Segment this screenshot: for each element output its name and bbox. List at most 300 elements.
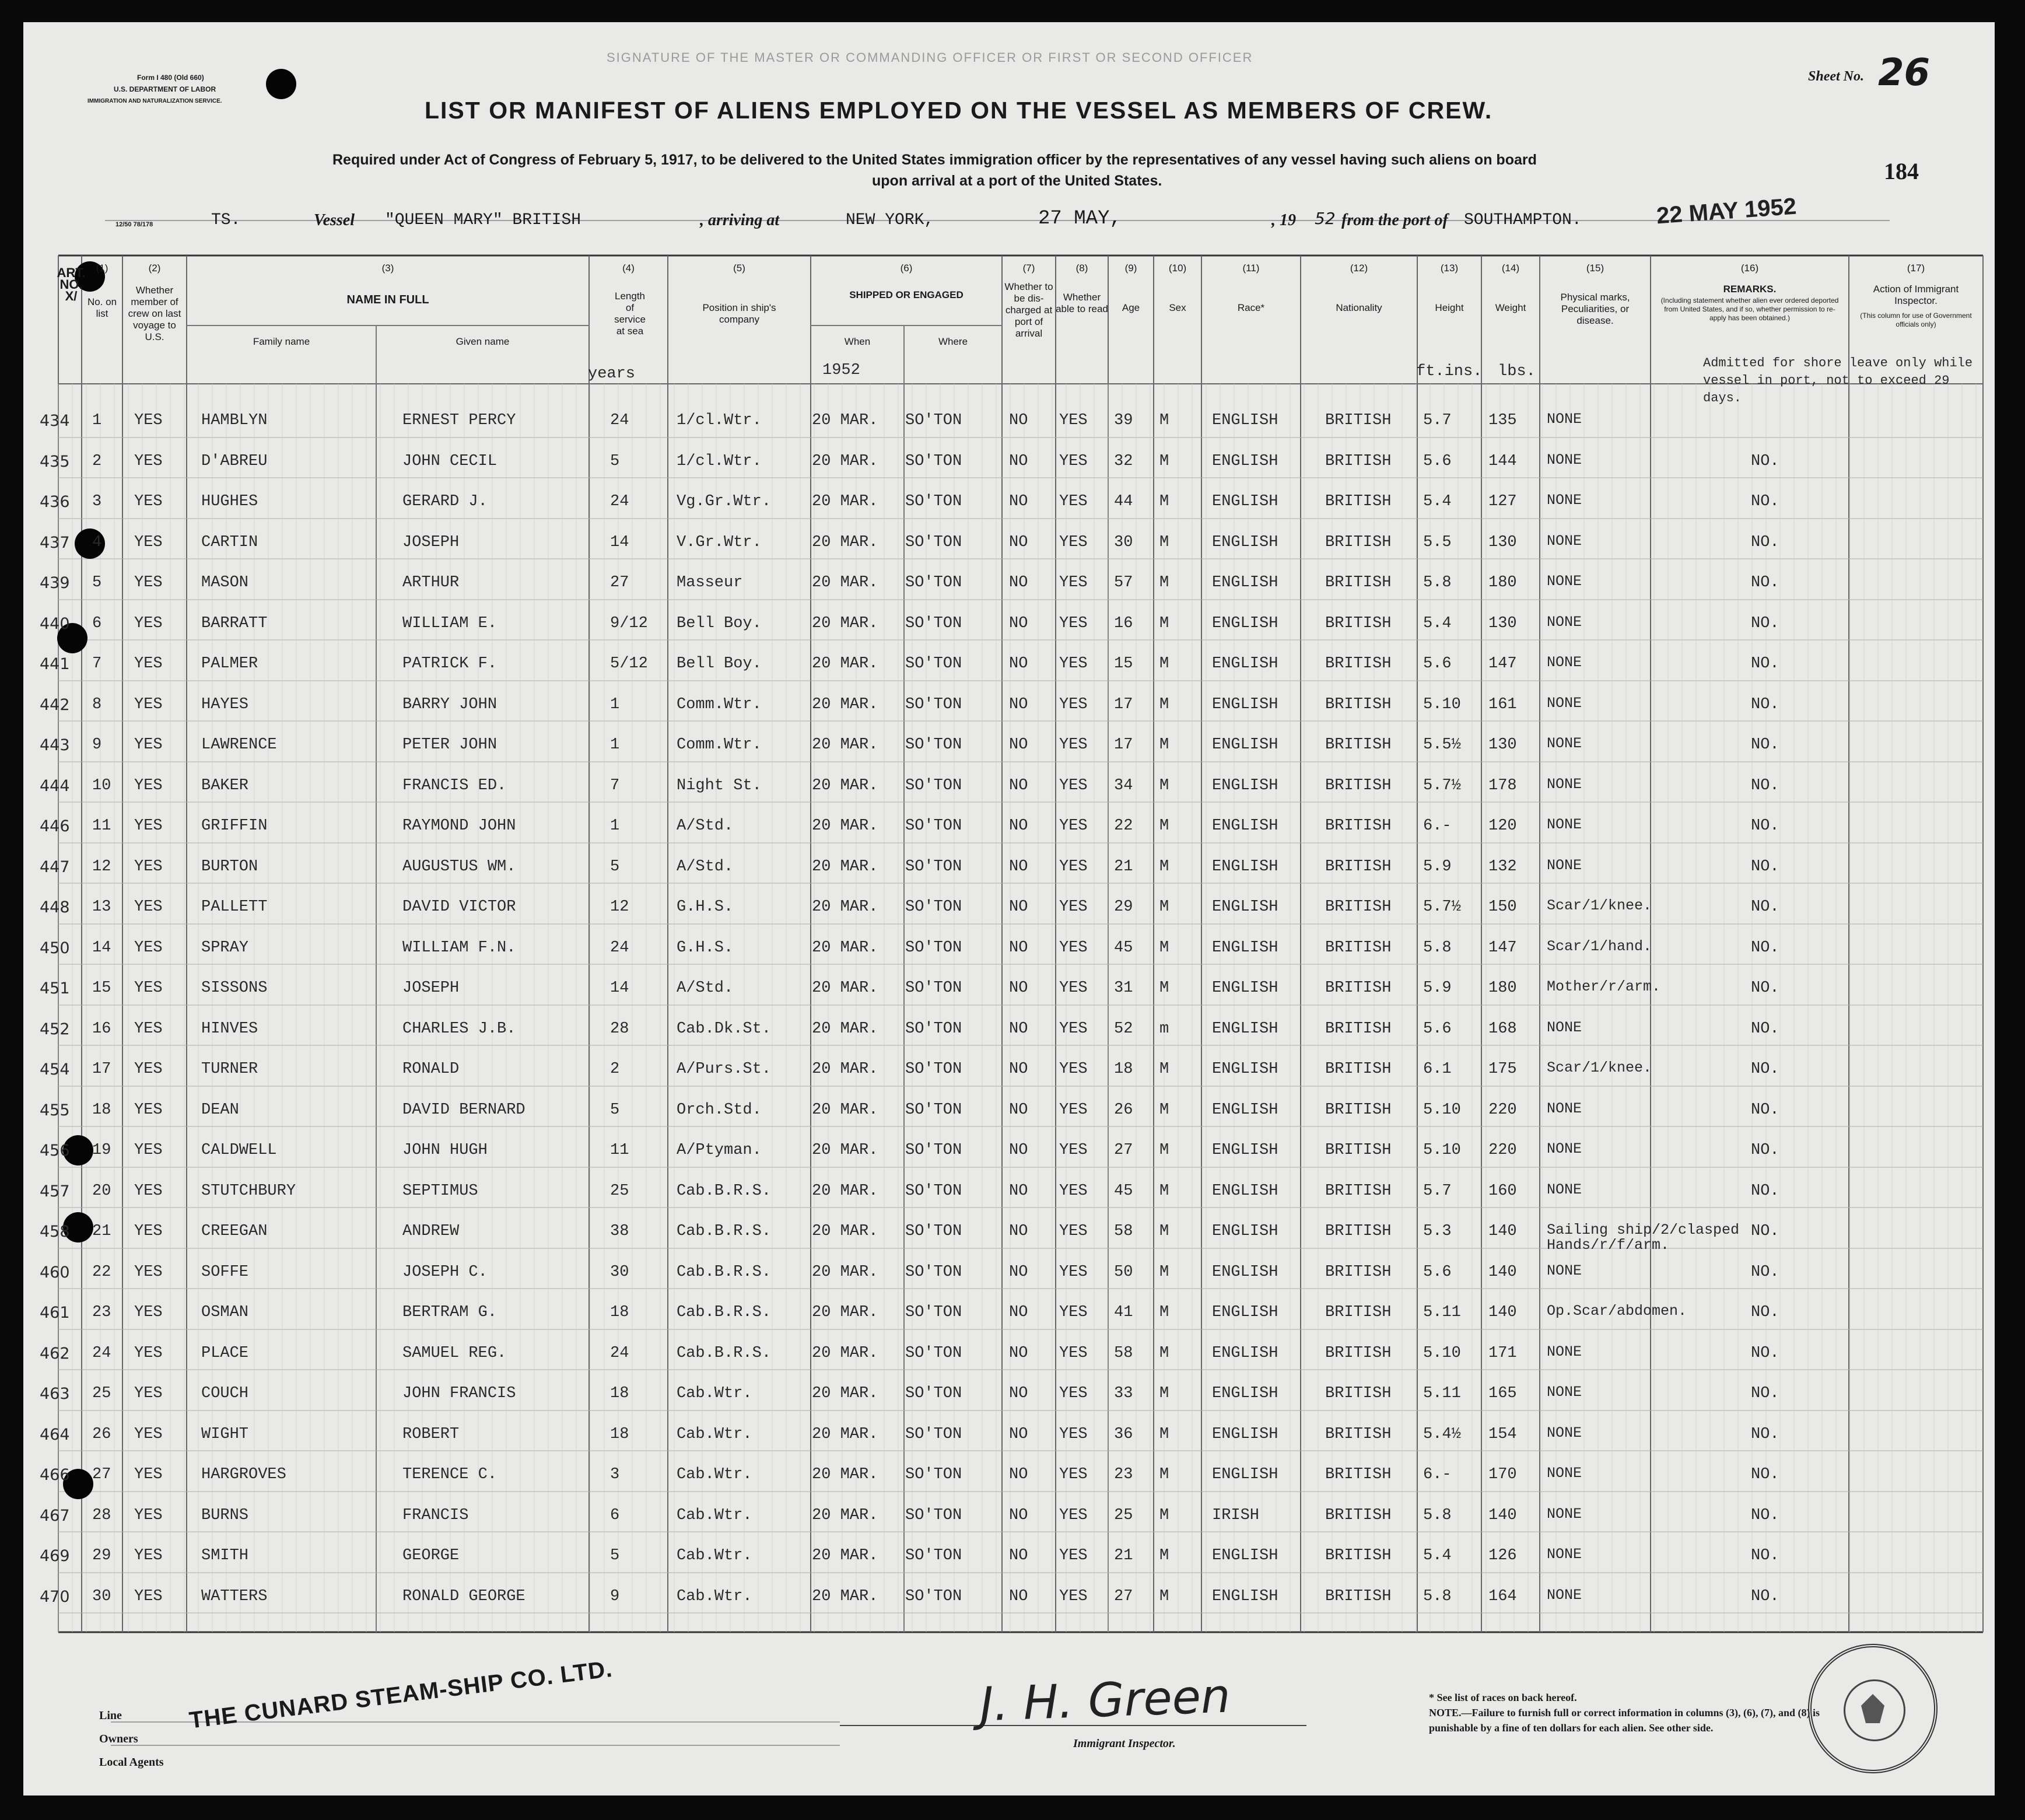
row-height: 5.7 [1423,412,1452,429]
row-remarks: NO. [1751,1507,1779,1524]
row-height: 6.- [1423,817,1452,835]
row-sex: M [1159,1142,1169,1159]
row-family-name: HUGHES [201,493,258,510]
row-discharged: NO [1009,1345,1028,1362]
header-when: When [844,336,871,347]
row-given-name: SAMUEL REG. [402,1345,507,1362]
row-sex: M [1159,898,1169,916]
row-family-name: CREEGAN [201,1223,268,1240]
row-family-name: PALMER [201,655,258,673]
row-age: 58 [1114,1223,1133,1240]
row-age: 58 [1114,1345,1133,1362]
row-family-name: CARTIN [201,534,258,551]
row-height: 5.4½ [1423,1426,1461,1443]
row-able-to-read: YES [1059,817,1088,835]
row-remarks: NO. [1751,493,1779,510]
row-service-length: 24 [610,939,629,957]
header-weight: Weight [1495,302,1526,313]
row-shipped-where: SO'TON [905,1060,962,1078]
header-col2-num: (2) [148,262,161,274]
row-art-no: 461 [40,1304,70,1322]
row-weight: 180 [1488,574,1517,592]
row-weight: 175 [1488,1060,1517,1078]
header-inspector-note: (This column for use of Government officials only) [1860,312,1972,328]
row-prev-voyage: YES [134,1020,163,1038]
row-shipped-when: 20 MAR. [812,615,878,632]
row-nationality: BRITISH [1325,696,1392,713]
row-nationality: BRITISH [1325,1142,1392,1159]
row-race: ENGLISH [1212,615,1278,632]
row-weight: 178 [1488,777,1517,794]
row-list-no: 15 [92,979,111,997]
row-race: ENGLISH [1212,1547,1278,1564]
row-height: 5.8 [1423,1507,1452,1524]
vessel-label: Vessel [314,211,355,229]
header-col5-num: (5) [733,262,745,274]
row-weight: 168 [1488,1020,1517,1038]
row-remarks: NO. [1751,777,1779,794]
row-shipped-where: SO'TON [905,1264,962,1281]
row-family-name: BARRATT [201,615,268,632]
header-remarks: REMARKS. [1723,284,1777,295]
row-list-no: 27 [92,1466,111,1483]
year-value: 52 [1315,209,1336,228]
header-col5: Position in ship's company [702,302,776,325]
row-able-to-read: YES [1059,1264,1088,1281]
row-able-to-read: YES [1059,412,1088,429]
row-art-no: 466 [40,1466,70,1484]
arrival-date: 27 MAY, [1038,208,1122,230]
row-family-name: SISSONS [201,979,268,997]
row-art-no: 469 [40,1547,70,1565]
row-position: Cab.B.R.S. [677,1345,772,1362]
row-discharged: NO [1009,939,1028,957]
header-col11-num: (11) [1242,262,1260,274]
row-physical-marks: Mother/r/arm. [1547,978,1661,995]
faint-reverse-text: SIGNATURE OF THE MASTER OR COMMANDING OFFICER OR FIRST OR SECOND OFFICER [607,50,1253,65]
row-given-name: PETER JOHN [402,736,498,754]
row-shipped-where: SO'TON [905,1547,962,1564]
inspector-signature: J. H. Green [979,1668,1231,1732]
row-service-length: 11 [610,1142,629,1159]
row-age: 57 [1114,574,1133,592]
row-position: Comm.Wtr. [677,696,762,713]
row-physical-marks: Scar/1/knee. [1547,897,1652,914]
row-able-to-read: YES [1059,574,1088,592]
header-art-no: ART. NO. X/ [57,265,86,303]
row-nationality: BRITISH [1325,1426,1392,1443]
row-able-to-read: YES [1059,1060,1088,1078]
row-family-name: LAWRENCE [201,736,277,754]
row-position: A/Ptyman. [677,1142,762,1159]
row-age: 41 [1114,1304,1133,1321]
row-given-name: SEPTIMUS [402,1182,478,1200]
row-race: ENGLISH [1212,858,1278,876]
row-service-length: 5 [610,858,620,876]
remark-shore-leave: Admitted for shore leave only while vessel in port, not to exceed 29 days. [1703,356,1973,405]
row-age: 45 [1114,1182,1133,1200]
row-physical-marks: NONE [1547,1262,1582,1279]
row-nationality: BRITISH [1325,1304,1392,1321]
header-col8: Whether able to read [1056,292,1108,314]
row-discharged: NO [1009,1182,1028,1200]
row-shipped-when: 20 MAR. [812,412,878,429]
row-sex: M [1159,1547,1169,1564]
unit-lbs: lbs. [1498,363,1536,380]
row-family-name: BAKER [201,777,249,794]
row-able-to-read: YES [1059,615,1088,632]
row-list-no: 26 [92,1426,111,1443]
header-col9-num: (9) [1124,262,1137,274]
row-given-name: WILLIAM F.N. [402,939,516,957]
row-height: 5.8 [1423,1588,1452,1605]
row-weight: 140 [1488,1507,1517,1524]
row-list-no: 28 [92,1507,111,1524]
row-able-to-read: YES [1059,1223,1088,1240]
row-physical-marks: NONE [1547,1140,1582,1157]
row-age: 21 [1114,858,1133,876]
row-prev-voyage: YES [134,574,163,592]
row-height: 5.4 [1423,493,1452,510]
row-remarks: NO. [1751,696,1779,713]
row-given-name: DAVID BERNARD [402,1101,525,1119]
header-col8-num: (8) [1075,262,1088,274]
row-shipped-where: SO'TON [905,574,962,592]
vessel-value: "QUEEN MARY" BRITISH [385,211,581,229]
sheet-label: Sheet No. [1808,69,1864,84]
row-remarks: NO. [1751,1345,1779,1362]
row-art-no: 463 [40,1385,70,1403]
row-prev-voyage: YES [134,615,163,632]
row-able-to-read: YES [1059,696,1088,713]
row-service-length: 18 [610,1304,629,1321]
year-prefix: , 19 [1271,211,1296,229]
row-position: Cab.Wtr. [677,1507,752,1524]
row-shipped-when: 20 MAR. [812,979,878,997]
header-col2: Whether member of crew on last voyage to U.S. [128,285,181,342]
row-discharged: NO [1009,574,1028,592]
row-age: 15 [1114,655,1133,673]
row-sex: M [1159,615,1169,632]
row-family-name: DEAN [201,1101,239,1119]
row-service-length: 38 [610,1223,629,1240]
row-position: A/Std. [677,979,734,997]
row-race: ENGLISH [1212,1223,1278,1240]
row-position: G.H.S. [677,898,734,916]
row-prev-voyage: YES [134,1264,163,1281]
row-art-no: 464 [40,1426,70,1444]
row-able-to-read: YES [1059,1466,1088,1483]
row-race: ENGLISH [1212,1345,1278,1362]
row-physical-marks: NONE [1547,857,1582,874]
row-art-no: 462 [40,1345,70,1363]
row-able-to-read: YES [1059,1507,1088,1524]
row-shipped-when: 20 MAR. [812,858,878,876]
row-given-name: AUGUSTUS WM. [402,858,516,876]
row-remarks: NO. [1751,1223,1779,1240]
row-discharged: NO [1009,736,1028,754]
row-sex: M [1159,1223,1169,1240]
row-height: 6.1 [1423,1060,1452,1078]
print-code: 12/50 78/178 [115,221,153,228]
row-physical-marks: NONE [1547,1546,1582,1563]
row-prev-voyage: YES [134,939,163,957]
row-nationality: BRITISH [1325,493,1392,510]
row-position: A/Purs.St. [677,1060,772,1078]
row-shipped-when: 20 MAR. [812,1345,878,1362]
row-position: 1/cl.Wtr. [677,412,762,429]
row-prev-voyage: YES [134,1385,163,1402]
row-position: A/Std. [677,858,734,876]
row-able-to-read: YES [1059,736,1088,754]
row-race: ENGLISH [1212,534,1278,551]
row-shipped-when: 20 MAR. [812,534,878,551]
row-position: Bell Boy. [677,655,762,673]
row-nationality: BRITISH [1325,1020,1392,1038]
row-height: 5.10 [1423,1345,1461,1362]
row-shipped-when: 20 MAR. [812,574,878,592]
row-height: 5.7 [1423,1182,1452,1200]
row-discharged: NO [1009,979,1028,997]
company-stamp: THE CUNARD STEAM-SHIP CO. LTD. [188,1656,614,1734]
header-col14-num: (14) [1501,262,1520,274]
row-weight: 220 [1488,1142,1517,1159]
row-family-name: SOFFE [201,1264,249,1281]
row-prev-voyage: YES [134,817,163,835]
row-age: 29 [1114,898,1133,916]
arriving-label: , arriving at [700,211,780,229]
row-nationality: BRITISH [1325,1264,1392,1281]
row-discharged: NO [1009,1547,1028,1564]
row-position: Vg.Gr.Wtr. [677,493,772,510]
row-position: V.Gr.Wtr. [677,534,762,551]
row-remarks: NO. [1751,1426,1779,1443]
row-discharged: NO [1009,534,1028,551]
row-physical-marks: NONE [1547,776,1582,793]
row-weight: 154 [1488,1426,1517,1443]
row-family-name: SPRAY [201,939,249,957]
row-family-name: WIGHT [201,1426,249,1443]
row-nationality: BRITISH [1325,777,1392,794]
row-race: ENGLISH [1212,1588,1278,1605]
row-physical-marks: NONE [1547,654,1582,671]
row-list-no: 6 [92,615,102,632]
row-service-length: 3 [610,1466,620,1483]
row-age: 17 [1114,696,1133,713]
row-height: 6.- [1423,1466,1452,1483]
row-physical-marks: Scar/1/hand. [1547,938,1652,955]
row-race: IRISH [1212,1507,1260,1524]
port-value: SOUTHAMPTON. [1464,211,1582,229]
row-age: 33 [1114,1385,1133,1402]
header-col10-num: (10) [1168,262,1187,274]
row-age: 50 [1114,1264,1133,1281]
row-height: 5.6 [1423,655,1452,673]
row-discharged: NO [1009,898,1028,916]
row-weight: 126 [1488,1547,1517,1564]
row-list-no: 8 [92,696,102,713]
row-family-name: STUTCHBURY [201,1182,296,1200]
header-inspector-action: Action of Immigrant Inspector. [1873,284,1959,306]
header-col7-num: (7) [1022,262,1035,274]
row-height: 5.10 [1423,1142,1461,1159]
row-age: 39 [1114,412,1133,429]
row-physical-marks: NONE [1547,735,1582,752]
row-position: Cab.B.R.S. [677,1182,772,1200]
row-physical-marks: NONE [1547,533,1582,550]
header-height: Height [1435,302,1464,313]
row-given-name: ROBERT [402,1426,460,1443]
row-shipped-where: SO'TON [905,1466,962,1483]
row-art-no: 451 [40,979,70,998]
row-sex: M [1159,817,1169,835]
row-physical-marks: Sailing ship/2/clasped Hands/r/f/arm. [1547,1222,1740,1254]
row-list-no: 22 [92,1264,111,1281]
header-nationality: Nationality [1336,302,1382,313]
row-service-length: 6 [610,1507,620,1524]
row-shipped-where: SO'TON [905,1223,962,1240]
owners-label: Owners [99,1732,138,1745]
row-prev-voyage: YES [134,1547,163,1564]
row-remarks: NO. [1751,817,1779,835]
row-race: ENGLISH [1212,979,1278,997]
row-height: 5.10 [1423,1101,1461,1119]
row-given-name: JOHN CECIL [402,453,498,470]
row-given-name: ERNEST PERCY [402,412,516,429]
row-service-length: 24 [610,1345,629,1362]
row-remarks: NO. [1751,534,1779,551]
fine-note-1: NOTE.—Failure to furnish full or correct information in columns (3), (6), (7), and (8) is [1429,1707,1820,1718]
row-weight: 160 [1488,1182,1517,1200]
row-race: ENGLISH [1212,1304,1278,1321]
row-physical-marks: Scar/1/knee. [1547,1059,1652,1076]
row-able-to-read: YES [1059,1182,1088,1200]
manifest-sheet [23,22,1995,1796]
row-given-name: RONALD GEORGE [402,1588,525,1605]
header-col1: No. on list [87,296,117,319]
row-physical-marks: NONE [1547,1384,1582,1401]
row-weight: 147 [1488,655,1517,673]
header-race: Race* [1237,302,1265,313]
row-nationality: BRITISH [1325,534,1392,551]
unit-year: 1952 [822,362,860,379]
row-physical-marks: NONE [1547,1019,1582,1036]
races-note: * See list of races on back hereof. [1429,1692,1577,1703]
service-name: IMMIGRATION AND NATURALIZATION SERVICE. [87,98,222,104]
row-list-no: 19 [92,1142,111,1159]
row-shipped-where: SO'TON [905,1426,962,1443]
row-weight: 130 [1488,736,1517,754]
row-family-name: MASON [201,574,249,592]
row-service-length: 1 [610,817,620,835]
row-sex: M [1159,1345,1169,1362]
row-height: 5.8 [1423,939,1452,957]
row-race: ENGLISH [1212,1182,1278,1200]
row-shipped-where: SO'TON [905,453,962,470]
row-able-to-read: YES [1059,534,1088,551]
row-height: 5.8 [1423,574,1452,592]
row-able-to-read: YES [1059,1385,1088,1402]
row-able-to-read: YES [1059,939,1088,957]
row-nationality: BRITISH [1325,898,1392,916]
row-height: 5.6 [1423,1264,1452,1281]
row-age: 32 [1114,453,1133,470]
row-weight: 127 [1488,493,1517,510]
row-prev-voyage: YES [134,898,163,916]
row-shipped-when: 20 MAR. [812,1304,878,1321]
row-weight: 140 [1488,1264,1517,1281]
row-nationality: BRITISH [1325,736,1392,754]
row-remarks: NO. [1751,655,1779,673]
row-prev-voyage: YES [134,1223,163,1240]
row-race: ENGLISH [1212,1142,1278,1159]
row-discharged: NO [1009,1264,1028,1281]
row-given-name: JOSEPH C. [402,1264,488,1281]
row-shipped-where: SO'TON [905,1101,962,1119]
row-weight: 132 [1488,858,1517,876]
row-able-to-read: YES [1059,898,1088,916]
row-remarks: NO. [1751,736,1779,754]
row-list-no: 7 [92,655,102,673]
row-art-no: 456 [40,1142,70,1160]
row-list-no: 17 [92,1060,111,1078]
row-shipped-when: 20 MAR. [812,1060,878,1078]
row-art-no: 450 [40,939,70,957]
row-height: 5.5 [1423,534,1452,551]
row-shipped-where: SO'TON [905,412,962,429]
row-position: Bell Boy. [677,615,762,632]
row-shipped-where: SO'TON [905,534,962,551]
row-art-no: 467 [40,1507,70,1525]
row-height: 5.4 [1423,1547,1452,1564]
row-physical-marks: NONE [1547,695,1582,712]
row-shipped-when: 20 MAR. [812,1142,878,1159]
row-sex: M [1159,655,1169,673]
row-weight: 220 [1488,1101,1517,1119]
row-position: Cab.B.R.S. [677,1264,772,1281]
row-service-length: 1 [610,696,620,713]
row-physical-marks: NONE [1547,1100,1582,1117]
row-position: G.H.S. [677,939,734,957]
header-given-name: Given name [456,336,510,347]
row-shipped-where: SO'TON [905,979,962,997]
row-prev-voyage: YES [134,453,163,470]
row-shipped-where: SO'TON [905,696,962,713]
row-age: 22 [1114,817,1133,835]
row-shipped-when: 20 MAR. [812,696,878,713]
row-given-name: FRANCIS ED. [402,777,507,794]
subtitle-line1: Required under Act of Congress of February 5, 1917, to be delivered to the United States immigration officer by the representatives of any vessel having such aliens on board [332,152,1537,168]
row-list-no: 5 [92,574,102,592]
row-given-name: PATRICK F. [402,655,498,673]
row-discharged: NO [1009,1101,1028,1119]
row-remarks: NO. [1751,615,1779,632]
inspector-label: Immigrant Inspector. [1073,1737,1176,1750]
header-col3-num: (3) [381,262,394,274]
row-list-no: 30 [92,1588,111,1605]
row-family-name: BURNS [201,1507,249,1524]
row-physical-marks: NONE [1547,614,1582,631]
row-able-to-read: YES [1059,1304,1088,1321]
row-nationality: BRITISH [1325,817,1392,835]
row-physical-marks: NONE [1547,573,1582,590]
row-art-no: 454 [40,1060,70,1079]
row-remarks: NO. [1751,939,1779,957]
row-weight: 135 [1488,412,1517,429]
row-height: 5.11 [1423,1385,1461,1402]
row-prev-voyage: YES [134,1426,163,1443]
row-physical-marks: NONE [1547,1587,1582,1604]
